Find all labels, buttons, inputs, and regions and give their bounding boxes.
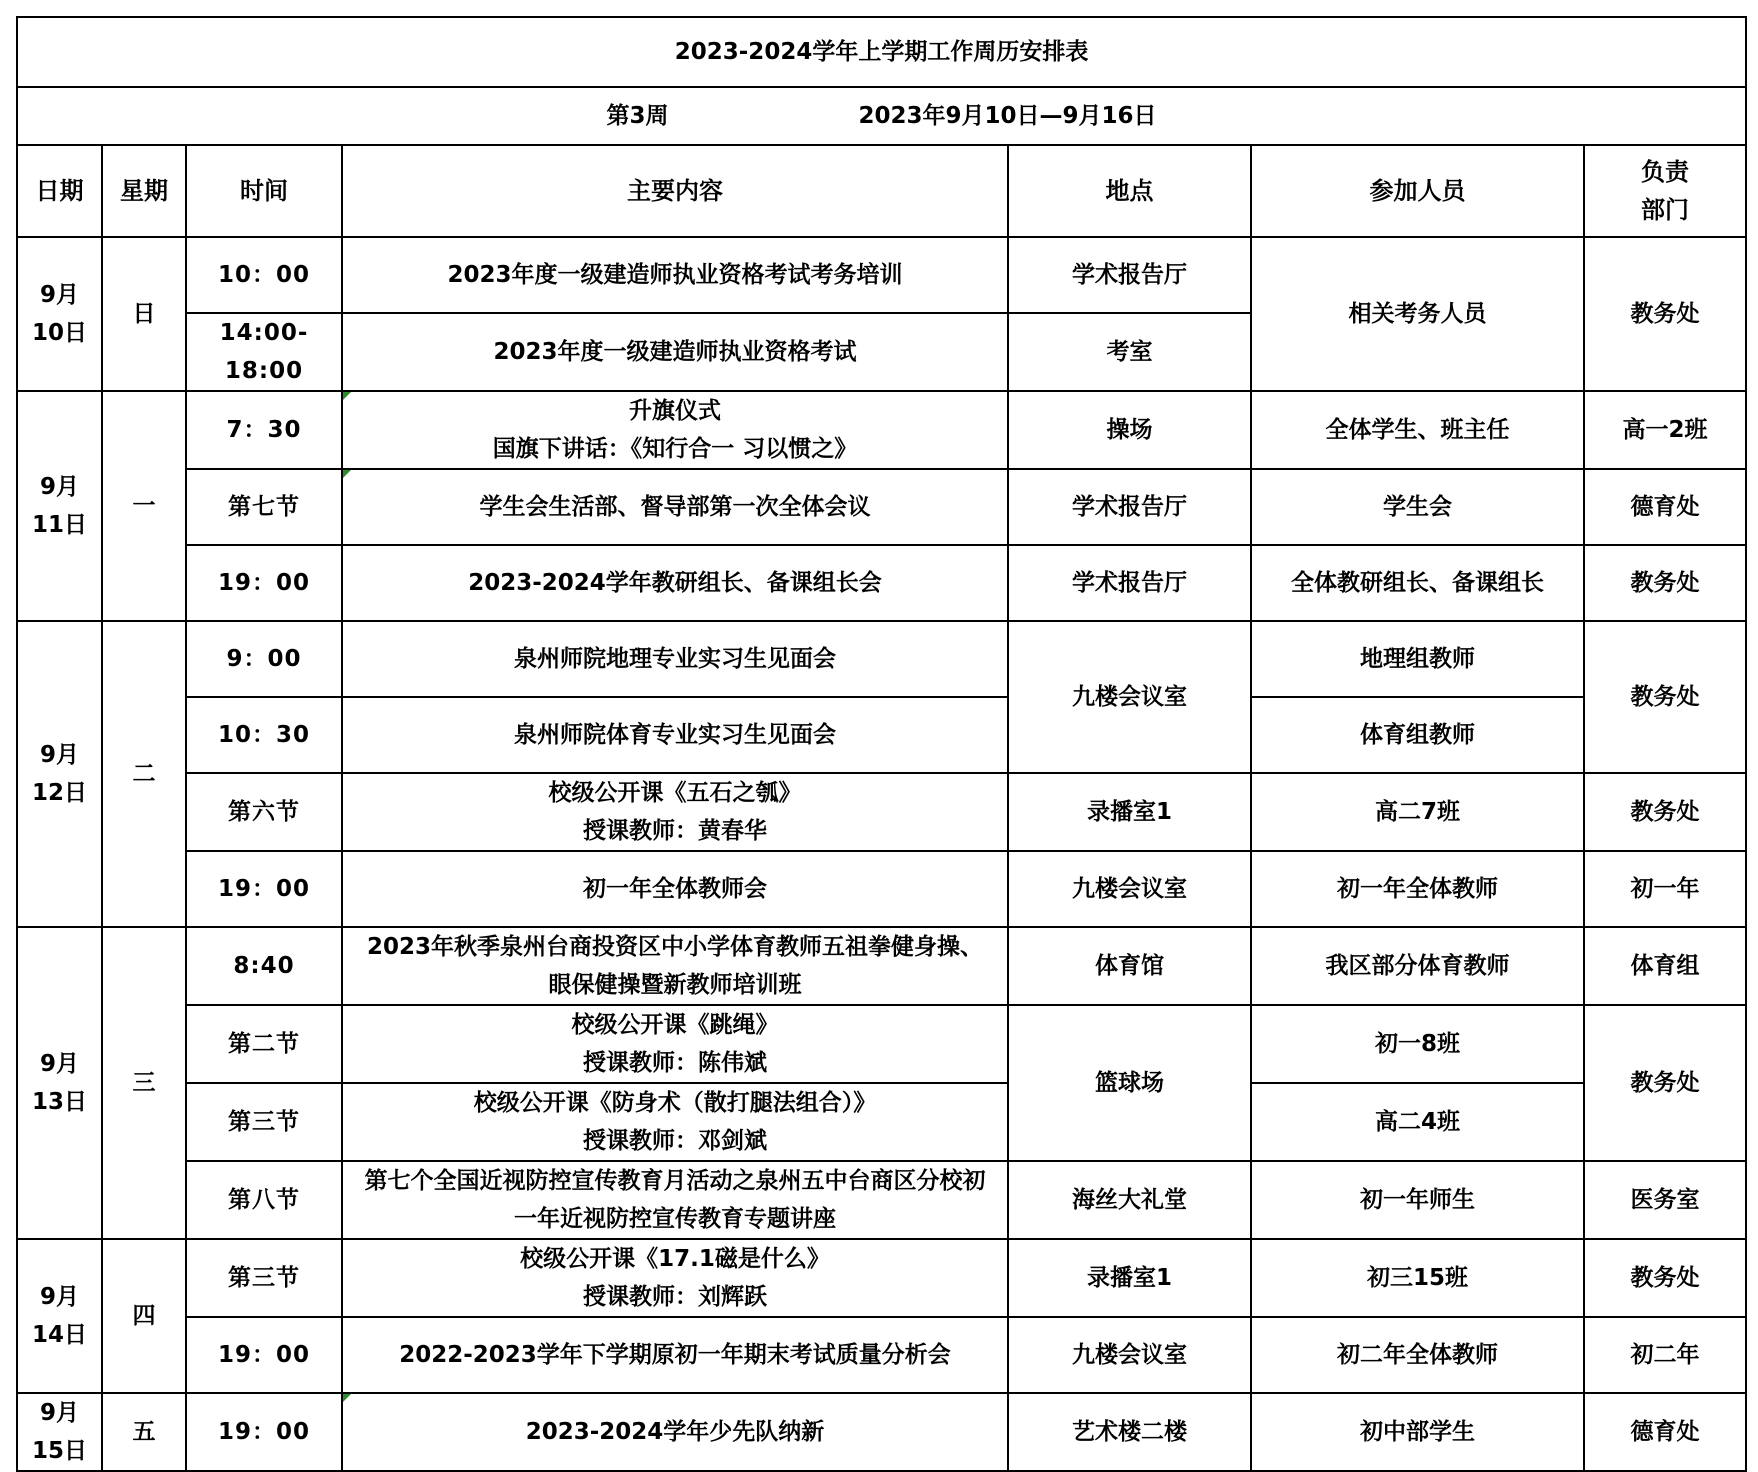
content-cell [342, 237, 1008, 313]
dept-cell: 教务处 [1584, 1239, 1746, 1317]
date-month: 9月 [39, 282, 79, 308]
people-cell: 我区部分体育教师 [1251, 927, 1584, 1005]
table-row [17, 621, 1746, 697]
dept-cell: 医务室 [1584, 1161, 1746, 1239]
content-line: 校级公开课《防身术（散打腿法组合）》 [473, 1090, 877, 1116]
content-line: 第七个全国近视防控宣传教育月活动之泉州五中台商区分校初 [364, 1168, 986, 1194]
people-cell: 相关考务人员 [1251, 237, 1584, 391]
table-row [17, 1083, 1746, 1161]
header-row [17, 145, 1746, 237]
content-line: 2023年度一级建造师执业资格考试 [493, 339, 857, 365]
content-cell [342, 469, 1008, 545]
place-cell: 九楼会议室 [1008, 851, 1251, 927]
header-date: 日期 [17, 145, 102, 237]
place-cell: 艺术楼二楼 [1008, 1393, 1251, 1471]
time-cell: 14:00-18:00 [186, 313, 342, 391]
people-cell: 初二年全体教师 [1251, 1317, 1584, 1393]
content-cell [342, 1393, 1008, 1471]
content-line: 2023年度一级建造师执业资格考试考务培训 [447, 262, 903, 288]
date-day: 12日 [31, 780, 87, 806]
content-line: 一年近视防控宣传教育专题讲座 [514, 1206, 836, 1232]
date-day: 14日 [31, 1322, 87, 1348]
table-row [17, 1393, 1746, 1471]
people-cell: 高二7班 [1251, 773, 1584, 851]
table-row [17, 1005, 1746, 1083]
content-cell [342, 1005, 1008, 1083]
time-cell: 19：00 [186, 545, 342, 621]
date-cell [17, 927, 102, 1239]
date-day: 11日 [31, 512, 87, 538]
dept-cell: 体育组 [1584, 927, 1746, 1005]
time-cell: 第八节 [186, 1161, 342, 1239]
content-line: 初一年全体教师会 [583, 876, 767, 902]
content-line: 校级公开课《五石之瓠》 [548, 780, 802, 806]
date-day: 10日 [31, 320, 87, 346]
content-line: 泉州师院体育专业实习生见面会 [514, 722, 836, 748]
weekday-cell: 三 [102, 927, 186, 1239]
place-cell: 录播室1 [1008, 1239, 1251, 1317]
header-time: 时间 [186, 145, 342, 237]
people-cell: 全体学生、班主任 [1251, 391, 1584, 469]
table-row [17, 545, 1746, 621]
date-day: 15日 [31, 1438, 87, 1464]
time-cell: 9：00 [186, 621, 342, 697]
table-row [17, 1161, 1746, 1239]
people-cell: 初三15班 [1251, 1239, 1584, 1317]
content-cell [342, 851, 1008, 927]
content-line: 授课教师：陈伟斌 [583, 1050, 767, 1076]
time-cell: 10：00 [186, 237, 342, 313]
time-cell: 7：30 [186, 391, 342, 469]
place-cell: 海丝大礼堂 [1008, 1161, 1251, 1239]
content-cell [342, 1239, 1008, 1317]
content-line: 国旗下讲话：《知行合一 习以惯之》 [492, 436, 858, 462]
people-cell: 初一年师生 [1251, 1161, 1584, 1239]
content-cell [342, 621, 1008, 697]
table-row [17, 1317, 1746, 1393]
date-month: 9月 [39, 1284, 79, 1310]
time-cell: 19：00 [186, 851, 342, 927]
header-weekday: 星期 [102, 145, 186, 237]
content-cell [342, 1317, 1008, 1393]
content-line: 校级公开课《跳绳》 [571, 1012, 779, 1038]
time-cell: 第三节 [186, 1083, 342, 1161]
time-cell: 19：00 [186, 1393, 342, 1471]
dept-cell: 教务处 [1584, 1005, 1746, 1161]
place-cell: 学术报告厅 [1008, 545, 1251, 621]
time-cell: 第六节 [186, 773, 342, 851]
date-cell [17, 621, 102, 927]
place-cell: 操场 [1008, 391, 1251, 469]
time-cell: 第二节 [186, 1005, 342, 1083]
dept-cell: 教务处 [1584, 237, 1746, 391]
content-line: 校级公开课《17.1磁是什么》 [520, 1246, 830, 1272]
weekday-cell: 四 [102, 1239, 186, 1393]
page-title: 2023-2024学年上学期工作周历安排表 [17, 17, 1746, 87]
date-month: 9月 [39, 474, 79, 500]
dept-cell: 教务处 [1584, 773, 1746, 851]
dept-cell: 教务处 [1584, 621, 1746, 773]
people-cell: 高二4班 [1251, 1083, 1584, 1161]
content-line: 授课教师：刘辉跃 [583, 1284, 767, 1310]
content-cell [342, 313, 1008, 391]
content-cell [342, 927, 1008, 1005]
content-line: 2023-2024学年教研组长、备课组长会 [468, 570, 882, 596]
content-line: 学生会生活部、督导部第一次全体会议 [479, 494, 871, 520]
weekday-cell: 一 [102, 391, 186, 621]
week-range: 2023年9月10日—9月16日 [858, 103, 1157, 129]
table-row [17, 237, 1746, 313]
content-line: 2023年秋季泉州台商投资区中小学体育教师五祖拳健身操、 [366, 934, 983, 960]
table-row [17, 1239, 1746, 1317]
place-cell: 录播室1 [1008, 773, 1251, 851]
people-cell: 初一年全体教师 [1251, 851, 1584, 927]
date-cell [17, 237, 102, 391]
time-cell: 10：30 [186, 697, 342, 773]
header-dept-line2: 部门 [1641, 196, 1690, 224]
time-cell: 第七节 [186, 469, 342, 545]
dept-cell: 初二年 [1584, 1317, 1746, 1393]
people-cell: 全体教研组长、备课组长 [1251, 545, 1584, 621]
content-cell [342, 391, 1008, 469]
header-place: 地点 [1008, 145, 1251, 237]
date-day: 13日 [31, 1089, 87, 1115]
table-row [17, 697, 1746, 773]
dept-cell: 德育处 [1584, 1393, 1746, 1471]
table-row [17, 469, 1746, 545]
time-cell: 19：00 [186, 1317, 342, 1393]
weekday-cell: 五 [102, 1393, 186, 1471]
place-cell: 学术报告厅 [1008, 469, 1251, 545]
table-row [17, 927, 1746, 1005]
people-cell: 学生会 [1251, 469, 1584, 545]
dept-cell: 教务处 [1584, 545, 1746, 621]
content-cell [342, 1083, 1008, 1161]
date-cell [17, 1239, 102, 1393]
header-content: 主要内容 [342, 145, 1008, 237]
place-cell: 体育馆 [1008, 927, 1251, 1005]
table-row [17, 391, 1746, 469]
content-cell [342, 697, 1008, 773]
content-line: 授课教师：邓剑斌 [583, 1128, 767, 1154]
place-cell: 学术报告厅 [1008, 237, 1251, 313]
dept-cell: 德育处 [1584, 469, 1746, 545]
header-dept [1584, 145, 1746, 237]
date-cell [17, 1393, 102, 1471]
content-cell [342, 1161, 1008, 1239]
people-cell: 初一8班 [1251, 1005, 1584, 1083]
content-cell [342, 545, 1008, 621]
time-cell: 8:40 [186, 927, 342, 1005]
content-line: 升旗仪式 [629, 398, 721, 424]
dept-cell: 高一2班 [1584, 391, 1746, 469]
place-cell: 篮球场 [1008, 1005, 1251, 1161]
header-people: 参加人员 [1251, 145, 1584, 237]
dept-cell: 初一年 [1584, 851, 1746, 927]
content-line: 泉州师院地理专业实习生见面会 [514, 646, 836, 672]
content-line: 2022-2023学年下学期原初一年期末考试质量分析会 [399, 1342, 951, 1368]
content-line: 眼保健操暨新教师培训班 [548, 972, 802, 998]
weekday-cell: 二 [102, 621, 186, 927]
place-cell: 考室 [1008, 313, 1251, 391]
weekday-cell: 日 [102, 237, 186, 391]
people-cell: 体育组教师 [1251, 697, 1584, 773]
place-cell: 九楼会议室 [1008, 1317, 1251, 1393]
week-label: 第3周 [606, 103, 669, 129]
date-cell [17, 391, 102, 621]
content-line: 授课教师：黄春华 [583, 818, 767, 844]
people-cell: 地理组教师 [1251, 621, 1584, 697]
date-month: 9月 [39, 1051, 79, 1077]
time-cell: 第三节 [186, 1239, 342, 1317]
people-cell: 初中部学生 [1251, 1393, 1584, 1471]
date-month: 9月 [39, 742, 79, 768]
content-line: 2023-2024学年少先队纳新 [525, 1419, 825, 1445]
schedule-table [16, 16, 1747, 1472]
week-info [17, 87, 1746, 145]
content-cell [342, 773, 1008, 851]
header-dept-line1: 负责 [1641, 158, 1690, 186]
table-row [17, 851, 1746, 927]
place-cell: 九楼会议室 [1008, 621, 1251, 773]
date-month: 9月 [39, 1400, 79, 1426]
table-row [17, 773, 1746, 851]
